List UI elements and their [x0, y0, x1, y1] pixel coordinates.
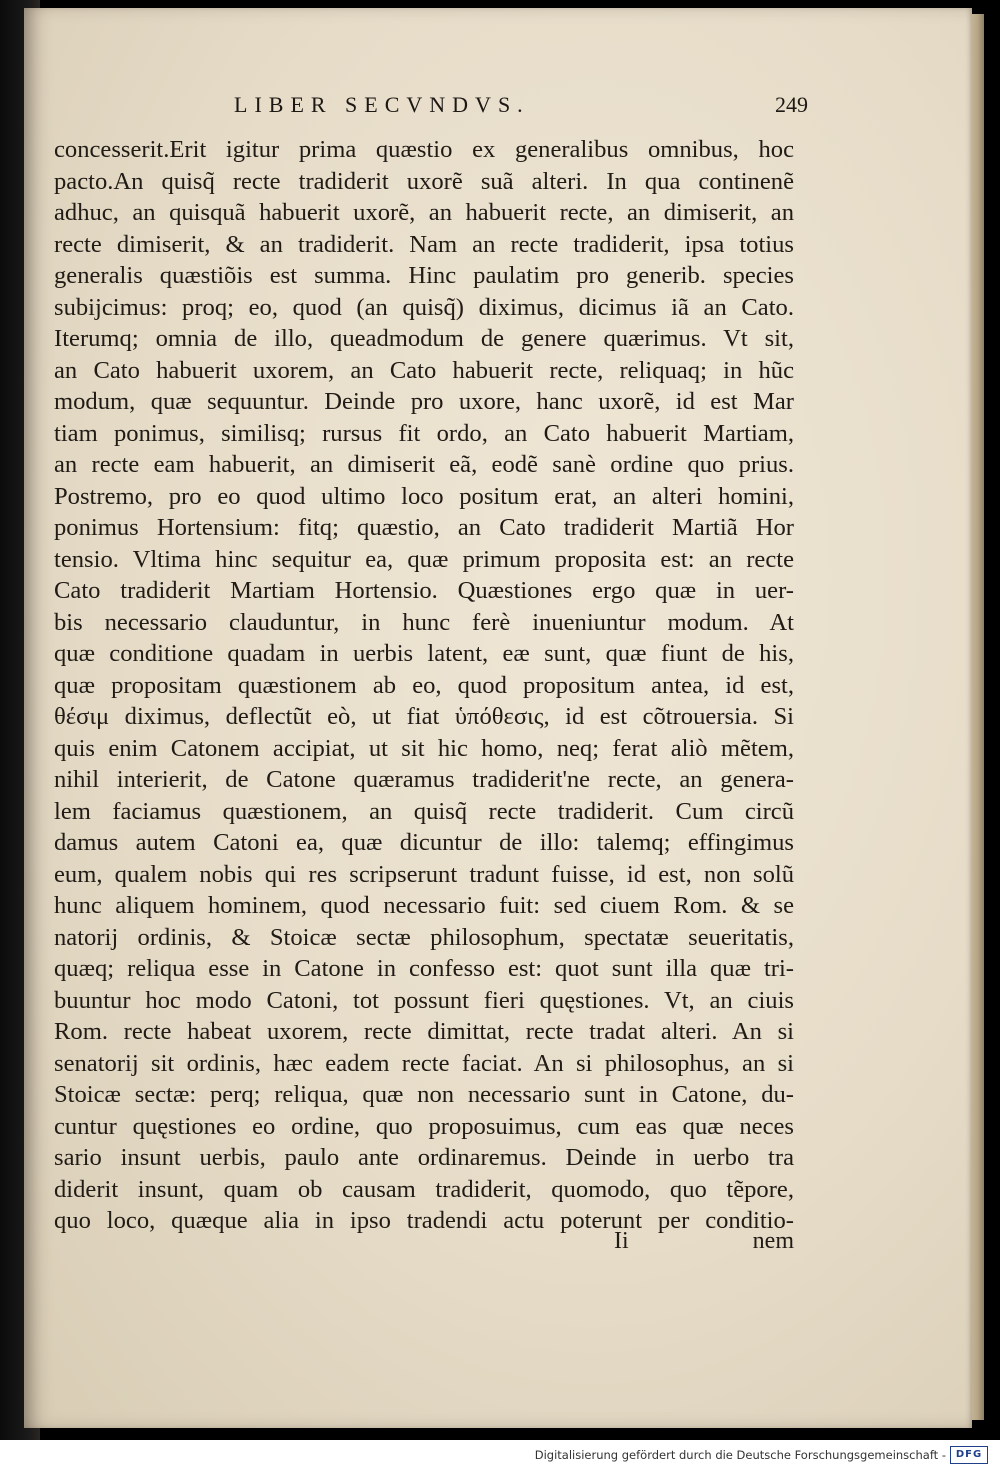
text-line: Stoicæ sectæ: perq; reliqua, quæ non necessario sunt in Catone, du-: [54, 1081, 794, 1108]
text-line: tiam ponimus, similisq; rursus fit ordo, an Cato habuerit Martiam,: [54, 419, 794, 447]
text-line: sario insunt uerbis, paulo ante ordinaremus. Deinde in uerbo tra: [54, 1144, 794, 1171]
running-title: LIBER SECVNDVS.: [234, 92, 530, 117]
page-header: [144, 92, 808, 132]
text-line: pacto.An quisq̃ recte tradiderit uxorẽ suã alteri. In qua continenẽ: [54, 167, 794, 195]
text-line: eum, qualem nobis qui res scripserunt tradunt fuisse, id est, non solũ: [54, 860, 794, 888]
text-line: quæq; reliqua esse in Catone in confesso est: quot sunt illa quæ tri-: [54, 955, 794, 982]
text-line: recte dimiserit, & an tradiderit. Nam an recte tradiderit, ipsa totius: [54, 230, 794, 258]
funding-credit: Digitalisierung gefördert durch die Deutsche Forschungsgemeinschaft -: [534, 1448, 946, 1462]
text-line: an Cato habuerit uxorem, an Cato habuerit recte, reliquaq; in hũc: [54, 356, 794, 384]
dfg-logo: DFG: [950, 1446, 988, 1464]
text-line: nihil interierit, de Catone quæramus tradiderit'ne recte, an genera-: [54, 766, 794, 793]
text-line: Rom. recte habeat uxorem, recte dimittat, recte tradat alteri. An si: [54, 1018, 794, 1045]
page-number: 249: [775, 92, 808, 117]
text-line: damus autem Catoni ea, quæ dicuntur de illo: talemq; effingimus: [54, 829, 794, 856]
text-line: ponimus Hortensium: fitq; quæstio, an Cato tradiderit Martiã Hor: [54, 514, 794, 541]
text-line: generalis quæstiõis est summa. Hinc paulatim pro generib. species: [54, 262, 794, 289]
text-line: Iterumq; omnia de illo, queadmodum de genere quærimus. Vt sit,: [54, 325, 794, 352]
text-line: an recte eam habuerit, an dimiserit eã, eodẽ sanè ordine quo prius.: [54, 451, 794, 478]
text-line: tensio. Vltima hinc sequitur ea, quæ primum proposita est: an recte: [54, 545, 794, 573]
text-line: subijcimus: proq; eo, quod (an quisq̃) diximus, dicimus iã an Cato.: [54, 293, 794, 321]
text-line: quis enim Catonem accipiat, ut sit hic homo, neq; ferat aliò mẽtem,: [54, 734, 794, 762]
text-line: buuntur hoc modo Catoni, tot possunt fieri quęstiones. Vt, an ciuis: [54, 986, 794, 1014]
text-line: concesserit.Erit igitur prima quæstio ex generalibus omnibus, hoc: [54, 136, 794, 163]
text-line: quæ conditione quadam in uerbis latent, eæ sunt, quæ fiunt de his,: [54, 640, 794, 667]
text-line: adhuc, an quisquã habuerit uxorẽ, an habuerit recte, an dimiserit, an: [54, 199, 794, 226]
text-line: senatorij sit ordinis, hæc eadem recte faciat. An si philosophus, an si: [54, 1049, 794, 1077]
body-text: [54, 134, 794, 1237]
catchword: nem: [752, 1228, 794, 1254]
text-line: quæ propositam quæstionem ab eo, quod propositum antea, id est,: [54, 671, 794, 699]
credit-bar: [0, 1440, 1000, 1472]
text-line: diderit insunt, quam ob causam tradiderit, quomodo, quo tẽpore,: [54, 1175, 794, 1203]
text-line: natorij ordinis, & Stoicæ sectæ philosophum, spectatæ seueritatis,: [54, 923, 794, 951]
text-line: θέσιμ diximus, deflectũt eò, ut fiat ὑπόθεσις, id est cõtrouersia. Si: [54, 703, 794, 730]
text-line: Cato tradiderit Martiam Hortensio. Quæstiones ergo quæ in uer-: [54, 577, 794, 604]
text-line: modum, quæ sequuntur. Deinde pro uxore, hanc uxorẽ, id est Mar: [54, 388, 794, 415]
text-line: quo loco, quæque alia in ipso tradendi actu poterunt per conditio-: [54, 1207, 794, 1234]
page-footer: [54, 1228, 794, 1288]
text-line: hunc aliquem hominem, quod necessario fuit: sed ciuem Rom. & se: [54, 892, 794, 919]
signature-mark: Ii: [614, 1228, 629, 1254]
text-line: cuntur quęstiones eo ordine, quo proposuimus, cum eas quæ neces: [54, 1112, 794, 1140]
text-line: lem faciamus quæstionem, an quisq̃ recte tradiderit. Cum circũ: [54, 797, 794, 825]
text-line: bis necessario clauduntur, in hunc ferè inueniuntur modum. At: [54, 608, 794, 636]
text-line: Postremo, pro eo quod ultimo loco positum erat, an alteri homini,: [54, 482, 794, 510]
